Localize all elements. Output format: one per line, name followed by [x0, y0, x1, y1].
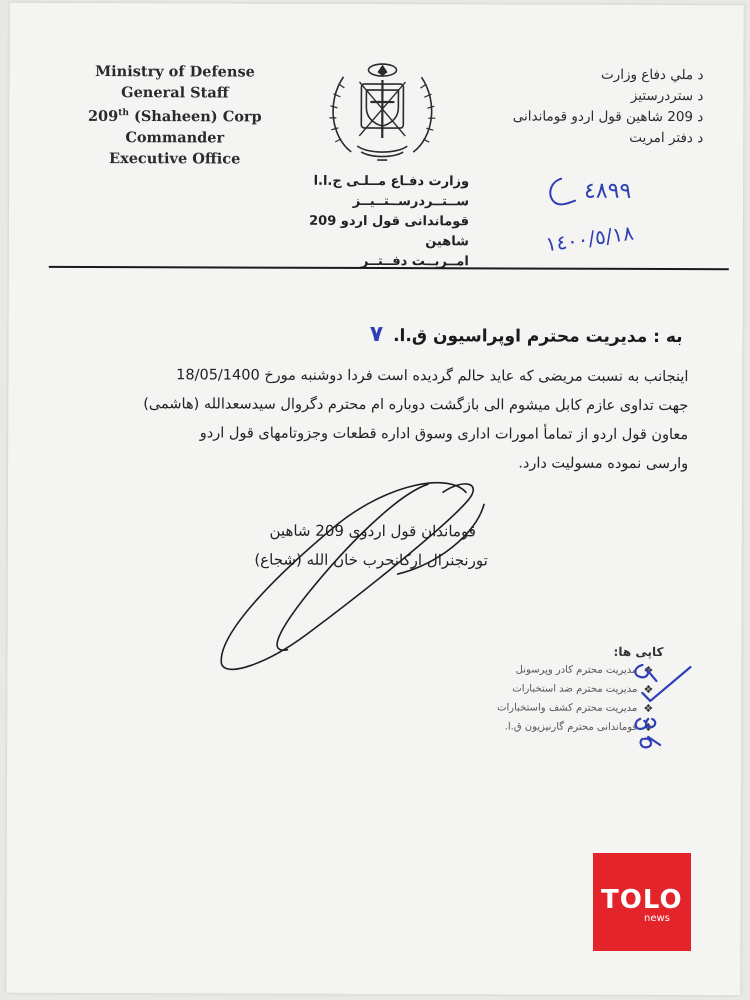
handwritten-registration [539, 165, 699, 266]
dari-line-2: ســتــردرســتــيــز [352, 193, 470, 210]
pashto-line-1: د ملي دفاع وزارت [600, 66, 704, 84]
signatory-title: قوماندان قول اردوی 209 شاهين [269, 521, 476, 541]
handwritten-signature [197, 463, 498, 684]
logo-sub: news [644, 913, 670, 924]
handwritten-date: ١٤٠٠/٥/١٨ [544, 220, 636, 257]
copies-heading: کاپی ها: [613, 644, 664, 660]
document-page [6, 3, 743, 996]
dari-line-1: وزارت دفـاع مــلـی ج.ا.ا [313, 173, 470, 190]
corps-line: 209th (Shaheen) Corp Commander [87, 107, 262, 147]
handwritten-checkmarks [612, 635, 722, 755]
letter-body [48, 361, 688, 479]
list-item: ❖ قوماندانی محترم گارنيزيون ق.ا. [393, 717, 653, 737]
handwritten-number: ٤٨٩٩ [584, 178, 632, 204]
list-item: ❖ مديريت محترم ضد استخبارات [393, 679, 653, 699]
ministry-emblem-icon [321, 52, 443, 170]
body-line-4: وارسی نموده مسوليت دارد. [518, 455, 689, 473]
bullet-icon: ❖ [643, 701, 654, 715]
body-line-2: جهت تداوی عازم کابل ميشوم الی بازگشت دوباره ام محترم دگروال سيدسعدالله (هاشمی) [143, 396, 689, 415]
dari-line-4: امــريــت دفــتــر [360, 253, 469, 270]
logo-brand: TOLO [601, 885, 683, 915]
general-staff-line: General Staff [121, 84, 229, 102]
bullet-icon: ❖ [643, 682, 654, 696]
dari-line-3: قوماندانی قول اردو 209 شاهين [309, 213, 469, 250]
signatory-name: تورنجنرال ارکانحرب خان الله (شجاع) [254, 550, 488, 570]
body-line-1: اينجانب به نسبت مريضی که عايد حالم گرديده است فردا دوشنبه مورخ 18/05/1400 [176, 367, 689, 386]
list-item: ❖ مديريت محترم کشف واستخبارات [393, 698, 653, 718]
recipient-text: به : مديريت محترم اوپراسيون ق.ا. [393, 326, 683, 348]
body-line-3: معاون قول اردو از تمامأ امورات اداری وسوق اداره قطعات وجزوتامهای قول اردو [199, 425, 689, 444]
office-line: Executive Office [109, 149, 241, 168]
english-header [37, 61, 312, 170]
pashto-line-4: د دفتر امريت [629, 129, 704, 147]
pashto-header [463, 64, 703, 149]
bullet-icon: ❖ [643, 720, 654, 734]
handwritten-mark: ٧ [369, 321, 384, 348]
tolo-news-logo [593, 853, 691, 951]
bullet-icon: ❖ [643, 663, 654, 677]
list-item: ❖ مديريت محترم کادر وپرسونل [393, 660, 653, 680]
dari-header [279, 172, 469, 273]
pashto-line-3: د 209 شاهين قول اردو قوماندانی [512, 108, 704, 126]
ministry-line: Ministry of Defense [95, 63, 255, 81]
recipient-line [370, 322, 683, 348]
pashto-line-2: د ستردرستيز [630, 87, 704, 105]
